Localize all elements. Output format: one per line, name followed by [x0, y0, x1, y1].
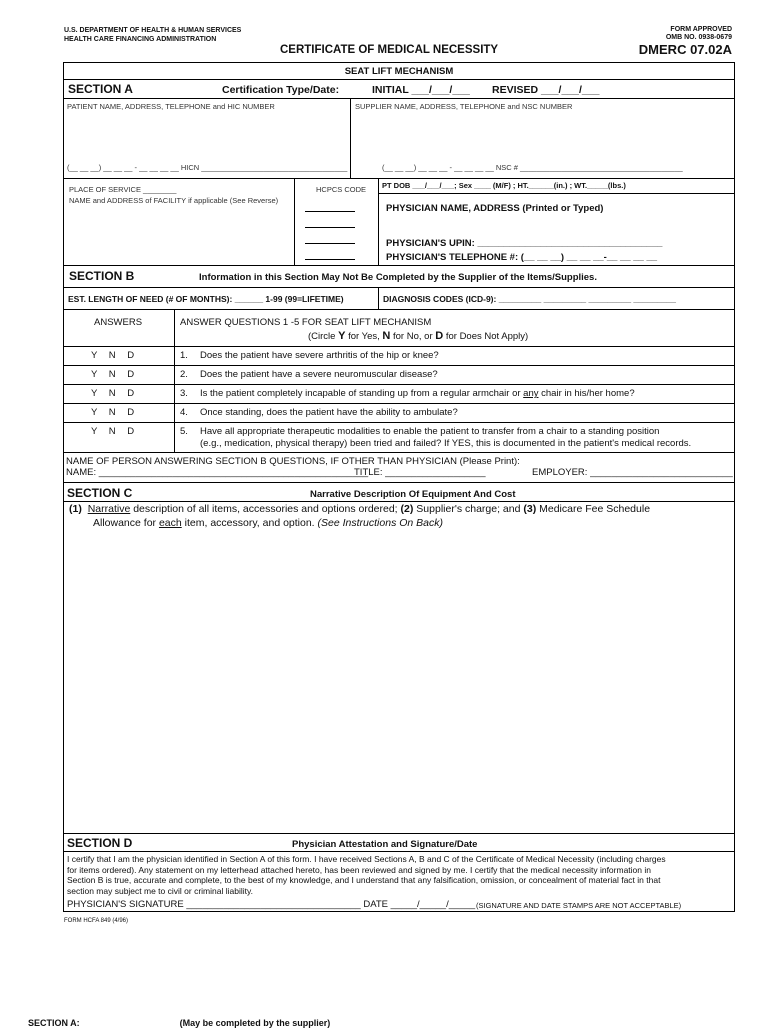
- section-b-label: SECTION B: [69, 269, 135, 283]
- page-title: CERTIFICATE OF MEDICAL NECESSITY: [280, 44, 499, 56]
- q4-number: 4.: [180, 407, 188, 418]
- q3-answer-ynd[interactable]: Y N D: [91, 388, 135, 399]
- q2-text: Does the patient have a severe neuromuscular disease?: [200, 369, 438, 380]
- q3-text: Is the patient completely incapable of standing up from a regular armchair or any chair in his/her home?: [200, 388, 635, 399]
- supplier-phone-nsc-field[interactable]: (__ __ __) __ __ __ - __ __ __ __ NSC # _______________________________________: [382, 163, 683, 172]
- agency-line-2: HEALTH CARE FINANCING ADMINISTRATION: [64, 36, 217, 43]
- physician-telephone-field[interactable]: PHYSICIAN'S TELEPHONE #: (__ __ __) __ __ __-__ __ __ __: [386, 252, 658, 263]
- person-name-field[interactable]: NAME: ___________________________________________________: [66, 467, 369, 478]
- section-d-heading: Physician Attestation and Signature/Date: [292, 839, 478, 850]
- q1-answer-ynd[interactable]: Y N D: [91, 350, 135, 361]
- section-a-label: SECTION A: [68, 82, 133, 96]
- section-c-label: SECTION C: [67, 486, 133, 500]
- person-title-field[interactable]: TITLE: ___________________: [354, 467, 486, 478]
- hcpcs-line-1[interactable]: [305, 211, 355, 212]
- narrative-description-area[interactable]: [68, 533, 728, 831]
- q3-number: 3.: [180, 388, 188, 399]
- revised-date-field[interactable]: REVISED ___/___/___: [492, 84, 600, 96]
- questions-header: ANSWER QUESTIONS 1 -5 FOR SEAT LIFT MECHANISM: [180, 317, 432, 328]
- cmn-form: [63, 62, 735, 912]
- q5-text-line1: Have all appropriate therapeutic modalities to enable the patient to transfer from a chair to a standing position: [200, 426, 660, 437]
- answers-header: ANSWERS: [94, 317, 143, 328]
- q5-answer-ynd[interactable]: Y N D: [91, 426, 135, 437]
- q4-answer-ynd[interactable]: Y N D: [91, 407, 135, 418]
- physician-signature-date-field[interactable]: PHYSICIAN'S SIGNATURE _________________________________ DATE _____/_____/_____: [67, 899, 476, 910]
- cert-type-label: Certification Type/Date:: [222, 84, 340, 96]
- next-page-section-label: SECTION A: (May be completed by the supplier): [28, 1018, 331, 1028]
- approval-block: [666, 26, 732, 42]
- form-heading: SEAT LIFT MECHANISM: [344, 66, 454, 77]
- section-c-heading: Narrative Description Of Equipment And Cost: [310, 489, 516, 500]
- initial-date-field[interactable]: INITIAL ___/___/___: [372, 84, 470, 96]
- q5-text-line2: (e.g., medication, physical therapy) been tried and failed? If YES, this is documented in the patient's medical records.: [200, 438, 692, 449]
- patient-dob-sex-ht-wt[interactable]: PT DOB ___/___/___; Sex ____ (M/F) ; HT.______(in.) ; WT._____(lbs.): [382, 181, 626, 190]
- agency-header: [64, 26, 241, 44]
- patient-label: PATIENT NAME, ADDRESS, TELEPHONE and HIC NUMBER: [67, 102, 275, 111]
- person-answering-label: NAME OF PERSON ANSWERING SECTION B QUESTIONS, IF OTHER THAN PHYSICIAN (Please Print):: [66, 456, 520, 467]
- patient-phone-hicn-field[interactable]: (__ __ __) __ __ __ - __ __ __ __ HICN ___________________________________: [67, 163, 348, 172]
- circle-instructions: (Circle Y for Yes, N for No, or D for Does Not Apply): [308, 330, 529, 342]
- form-approved: FORM APPROVED: [670, 26, 732, 33]
- omb-number: OMB NO. 0938-0679: [665, 34, 732, 41]
- length-of-need-field[interactable]: EST. LENGTH OF NEED (# OF MONTHS): ______ 1-99 (99=LIFETIME): [68, 294, 344, 304]
- supplier-label: SUPPLIER NAME, ADDRESS, TELEPHONE and NSC NUMBER: [355, 102, 573, 111]
- q4-text: Once standing, does the patient have the ability to ambulate?: [200, 407, 458, 418]
- section-b-info: Information in this Section May Not Be Completed by the Supplier of the Items/Supplies.: [199, 272, 597, 283]
- physician-name-label: PHYSICIAN NAME, ADDRESS (Printed or Typed): [386, 203, 604, 214]
- hcpcs-line-3[interactable]: [305, 243, 355, 244]
- agency-line-1: U.S. DEPARTMENT OF HEALTH & HUMAN SERVICES: [64, 27, 242, 34]
- hcpcs-line-2[interactable]: [305, 227, 355, 228]
- stamps-not-acceptable-note: (SIGNATURE AND DATE STAMPS ARE NOT ACCEPTABLE): [476, 901, 682, 910]
- q5-number: 5.: [180, 426, 188, 437]
- section-c-instructions-line1: (1) Narrative description of all items, accessories and options ordered; (2) Supplier's charge; and (3) Medicare Fee Schedule: [69, 503, 651, 515]
- section-c-instructions-line2: Allowance for each item, accessory, and option. (See Instructions On Back): [93, 517, 443, 529]
- section-d-label: SECTION D: [67, 836, 133, 850]
- attestation-text: I certify that I am the physician identified in Section A of this form. I have received Sections A, B and C of the Certificate of Medical Necessity (including charges for items ordered). Any statement on my letterhead attached hereto, has been reviewed and signed by me. I certify that the medical necessity information in Section B is true, accurate and complete, to the best of my knowledge, and I understand that any falsification, omission, or concealment of material fact in that section may subject me to civil or criminal liability.: [67, 854, 666, 896]
- q2-number: 2.: [180, 369, 188, 380]
- hcpcs-label: HCPCS CODE: [316, 185, 367, 194]
- q1-number: 1.: [180, 350, 188, 361]
- q2-answer-ynd[interactable]: Y N D: [91, 369, 135, 380]
- form-code: DMERC 07.02A: [638, 42, 732, 57]
- diagnosis-codes-field[interactable]: DIAGNOSIS CODES (ICD-9): _________ _________ _________ _________: [383, 294, 676, 304]
- q1-text: Does the patient have severe arthritis of the hip or knee?: [200, 350, 439, 361]
- physician-upin-field[interactable]: PHYSICIAN'S UPIN: ___________________________________: [386, 238, 663, 249]
- person-employer-field[interactable]: EMPLOYER: ___________________________: [532, 467, 733, 478]
- facility-label: NAME and ADDRESS of FACILITY if applicable (See Reverse): [69, 196, 279, 205]
- hcpcs-line-4[interactable]: [305, 259, 355, 260]
- form-number: FORM HCFA 849 (4/96): [64, 918, 129, 924]
- place-of-service-field[interactable]: PLACE OF SERVICE ________: [69, 185, 177, 194]
